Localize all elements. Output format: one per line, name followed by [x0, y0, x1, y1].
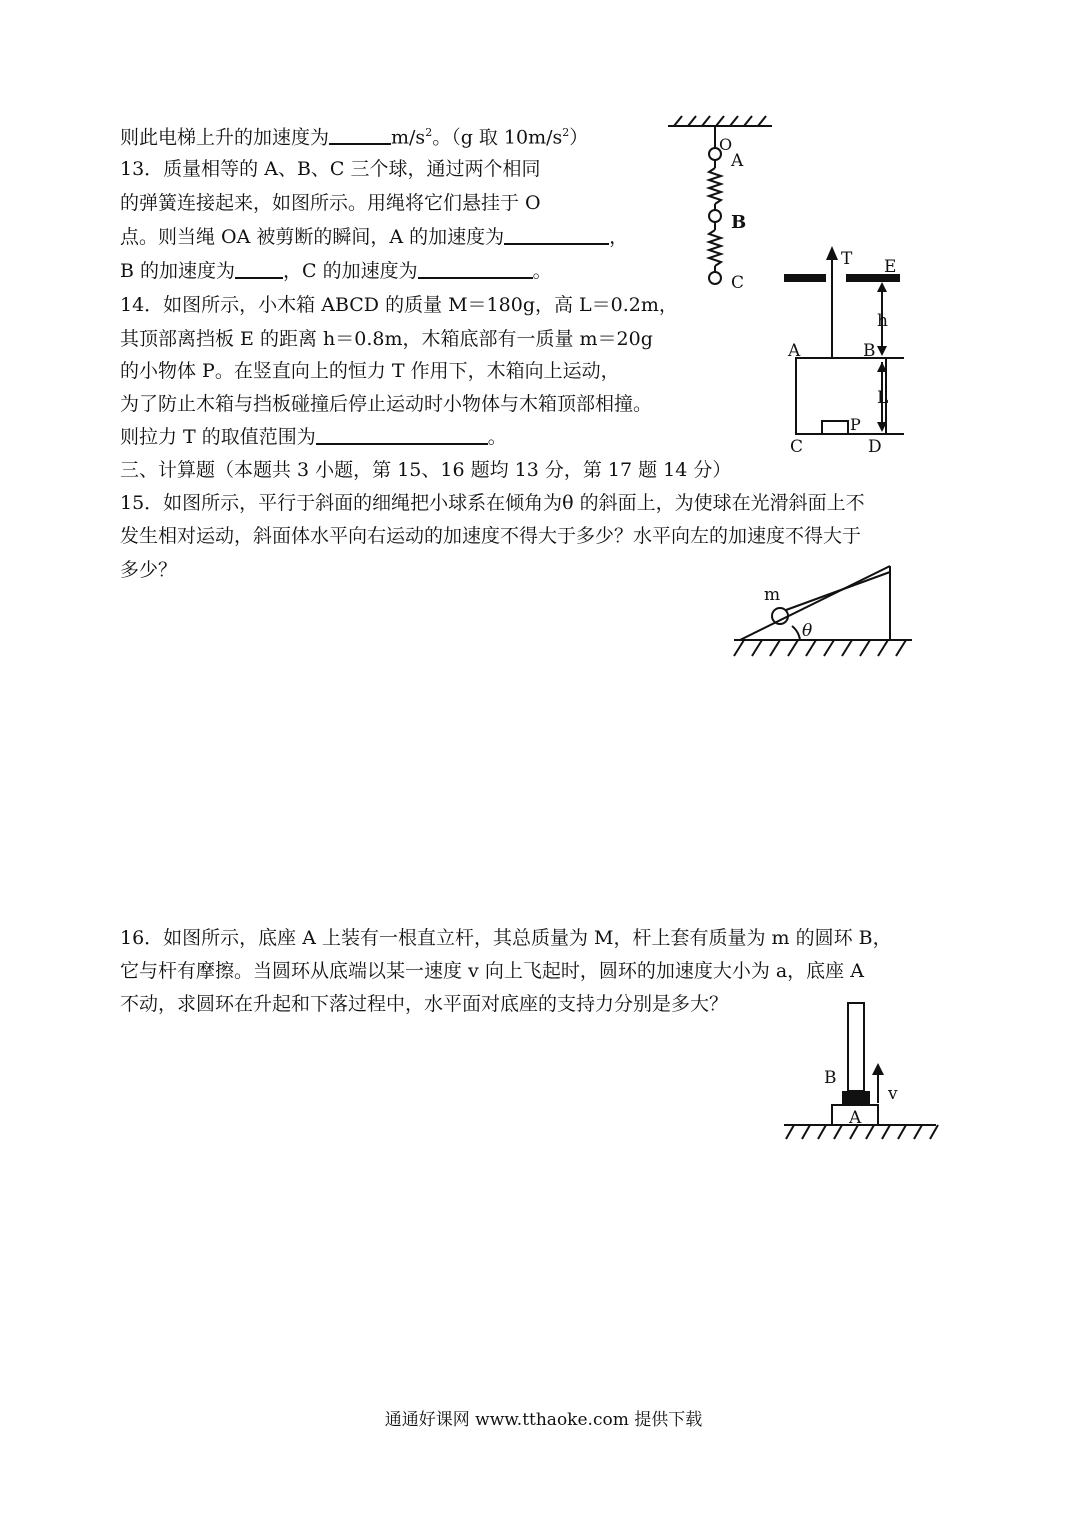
q13-blank-a[interactable]: [504, 223, 609, 245]
q16-label-v: v: [888, 1084, 898, 1104]
q13-label-c: C: [731, 273, 745, 293]
q14-label-a: A: [788, 341, 801, 361]
q16-line-1: 16．如图所示，底座 A 上装有一根直立杆，其总质量为 M，杆上套有质量为 m 的圆环 B，: [120, 927, 892, 949]
q14-label-h: h: [877, 311, 888, 331]
q16-line-3: 不动，求圆环在升起和下落过程中，水平面对底座的支持力分别是多大？: [120, 993, 729, 1015]
q13-line-2: 的弹簧连接起来，如图所示。用绳将它们悬挂于 O: [120, 192, 541, 214]
q14-line-4: 为了防止木箱与挡板碰撞后停止运动时小物体与木箱顶部相撞。: [120, 393, 653, 415]
q13-label-a: A: [731, 151, 744, 171]
q15-line-2: 发生相对运动，斜面体水平向右运动的加速度不得大于多少？水平向左的加速度不得大于: [120, 525, 862, 547]
q12-line: 则此电梯上升的加速度为 $m/s^2$。（g 取 $10m/s^2$）: [120, 118, 588, 152]
q14-label-b: B: [863, 341, 876, 361]
section-3-title: 三、计算题（本题共 3 小题，第 15、16 题均 13 分，第 17 题 14 分）: [120, 459, 732, 481]
q16-label-b: B: [824, 1068, 837, 1088]
q13-label-o: O: [719, 135, 733, 154]
q12-text: 则此电梯上升的加速度为: [120, 126, 330, 149]
q13-blank-c[interactable]: [418, 257, 533, 279]
q16-label-a: A: [849, 1108, 862, 1128]
q13-spring-figure: [660, 108, 790, 298]
q14-label-l: L: [877, 388, 889, 408]
q14-line-1: 14．如图所示，小木箱 ABCD 的质量 M＝180g，高 L＝0.2m，: [120, 294, 678, 316]
q15-incline-figure: [730, 560, 920, 665]
q13-line-3: 点。则当绳 OA 被剪断的瞬间，A 的加速度为 ，: [120, 222, 628, 252]
q15-line-1: 15．如图所示，平行于斜面的细绳把小球系在倾角为θ 的斜面上，为使球在光滑斜面上不: [120, 492, 865, 514]
q14-line-5: 则拉力 T 的取值范围为 。: [120, 422, 507, 452]
q13-line-4: B 的加速度为 ，C 的加速度为 。: [120, 256, 552, 286]
q16-line-2: 它与杆有摩擦。当圆环从底端以某一速度 v 向上飞起时，圆环的加速度大小为 a，底座 A: [120, 960, 864, 982]
q14-label-t: T: [841, 249, 853, 269]
q13-line-1: 13．质量相等的 A、B、C 三个球，通过两个相同: [120, 158, 541, 180]
q14-label-c: C: [790, 437, 804, 457]
q14-line-2: 其顶部离挡板 E 的距离 h＝0.8m，木箱底部有一质量 m＝20g: [120, 328, 653, 350]
q12-answer-blank[interactable]: [329, 123, 391, 145]
q13-blank-b[interactable]: [235, 257, 283, 279]
q13-label-b: B: [731, 212, 747, 233]
q15-label-theta: θ: [802, 621, 813, 641]
q16-rod-figure: [780, 995, 940, 1145]
q14-label-e: E: [884, 257, 897, 277]
q15-line-3: 多少？: [120, 559, 178, 581]
q14-box-figure: [780, 240, 920, 460]
q14-line-3: 的小物体 P。在竖直向上的恒力 T 作用下，木箱向上运动，: [120, 360, 620, 382]
q14-answer-blank[interactable]: [316, 423, 488, 445]
page-footer: 通通好课网 www.tthaoke.com 提供下载: [384, 1410, 703, 1430]
q14-label-d: D: [868, 437, 882, 457]
q15-label-m: m: [764, 585, 781, 605]
q14-label-p: P: [850, 415, 861, 434]
